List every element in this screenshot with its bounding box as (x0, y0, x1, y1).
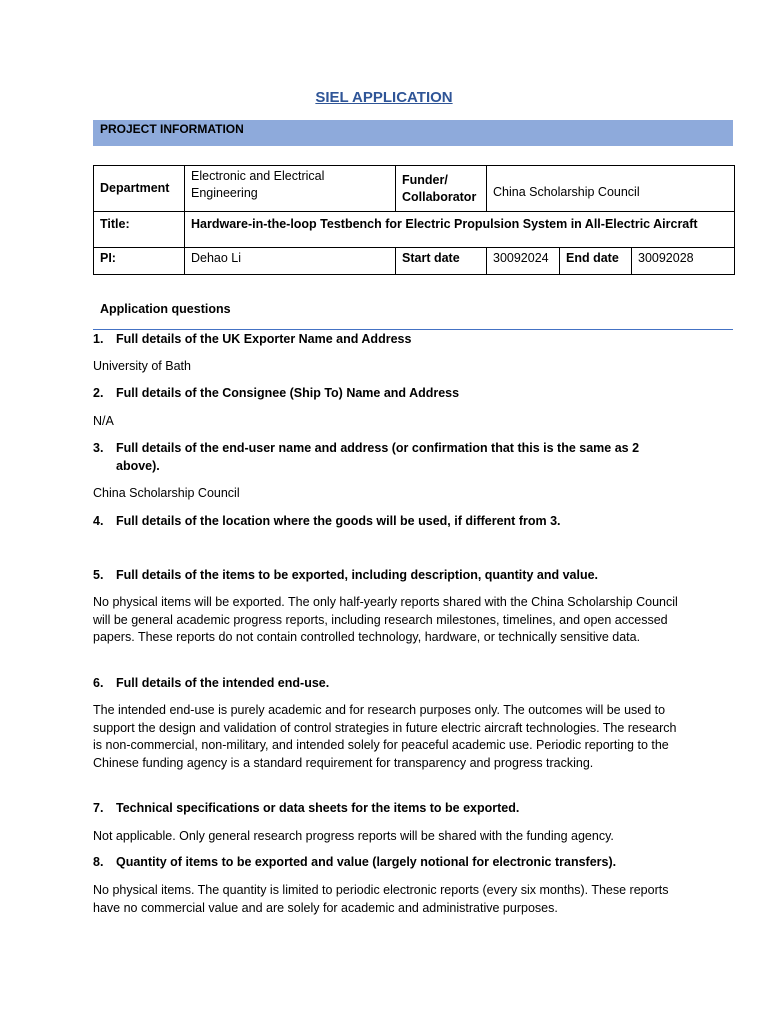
question-8 (93, 854, 693, 872)
answer-8: No physical items. The quantity is limited to periodic electronic reports (every six months). These reports have no commercial value and are solely for academic and administrative purposes. (93, 883, 669, 915)
question-3 (93, 440, 653, 475)
question-number: 5. (93, 568, 104, 582)
start-date-value: 30092024 (487, 248, 560, 275)
question-number: 4. (93, 514, 104, 528)
section-label: PROJECT INFORMATION (100, 122, 244, 136)
department-value: Electronic and Electrical Engineering (185, 166, 396, 212)
question-number: 2. (93, 386, 104, 400)
question-text: Full details of the intended end-use. (116, 676, 330, 690)
pi-value: Dehao Li (185, 248, 396, 275)
end-date-label: End date (560, 248, 632, 275)
question-number: 1. (93, 332, 104, 346)
answer-2: N/A (93, 414, 114, 428)
table-row-pi (94, 248, 735, 275)
question-number: 7. (93, 801, 104, 815)
title-label: Title: (94, 212, 185, 248)
table-row-title (94, 212, 735, 248)
project-information-band (93, 120, 733, 146)
question-6 (93, 675, 653, 693)
question-text: Full details of the UK Exporter Name and Address (116, 332, 412, 346)
question-text: Technical specifications or data sheets for the items to be exported. (116, 801, 520, 815)
answer-1: University of Bath (93, 359, 191, 373)
answer-3: China Scholarship Council (93, 486, 240, 500)
answer-5: No physical items will be exported. The only half-yearly reports shared with the China Scholarship Council will be general academic progress reports, including research milestones, timelines, and open accessed papers. These reports do not contain controlled technology, hardware, or technically sensitive data. (93, 595, 678, 645)
funder-label: Funder/ Collaborator (396, 166, 487, 212)
question-number: 8. (93, 855, 104, 869)
department-label: Department (94, 166, 185, 212)
application-questions-heading: Application questions (100, 302, 231, 316)
question-text: Quantity of items to be exported and value (largely notional for electronic transfers). (116, 855, 617, 869)
heading-rule (93, 329, 733, 330)
pi-label: PI: (94, 248, 185, 275)
question-text: Full details of the location where the goods will be used, if different from 3. (116, 514, 561, 528)
answer-6: The intended end-use is purely academic and for research purposes only. The outcomes will be used to support the design and validation of control strategies in future electric aircraft technologies. The research is non-commercial, non-military, and intended solely for peaceful academic use. Periodic reporting to the Chinese funding agency is a standard requirement for transparency and progress tracking. (93, 703, 677, 770)
question-text: Full details of the Consignee (Ship To) Name and Address (116, 386, 460, 400)
end-date-value: 30092028 (632, 248, 735, 275)
question-7 (93, 800, 653, 818)
table-row-department (94, 166, 735, 212)
answer-7: Not applicable. Only general research progress reports will be shared with the funding agency. (93, 829, 614, 843)
question-4 (93, 513, 653, 531)
funder-value: China Scholarship Council (487, 166, 735, 212)
question-5 (93, 567, 653, 585)
question-text: Full details of the items to be exported, including description, quantity and value. (116, 568, 599, 582)
question-2 (93, 385, 653, 403)
document-title: SIEL APPLICATION (315, 89, 453, 106)
question-text: Full details of the end-user name and address (or confirmation that this is the same as 2 above). (116, 441, 640, 473)
question-1 (93, 331, 653, 349)
start-date-label: Start date (396, 248, 487, 275)
question-number: 3. (93, 441, 104, 455)
project-info-table (93, 165, 735, 275)
question-number: 6. (93, 676, 104, 690)
title-value: Hardware-in-the-loop Testbench for Electric Propulsion System in All-Electric Aircraft (185, 212, 735, 248)
